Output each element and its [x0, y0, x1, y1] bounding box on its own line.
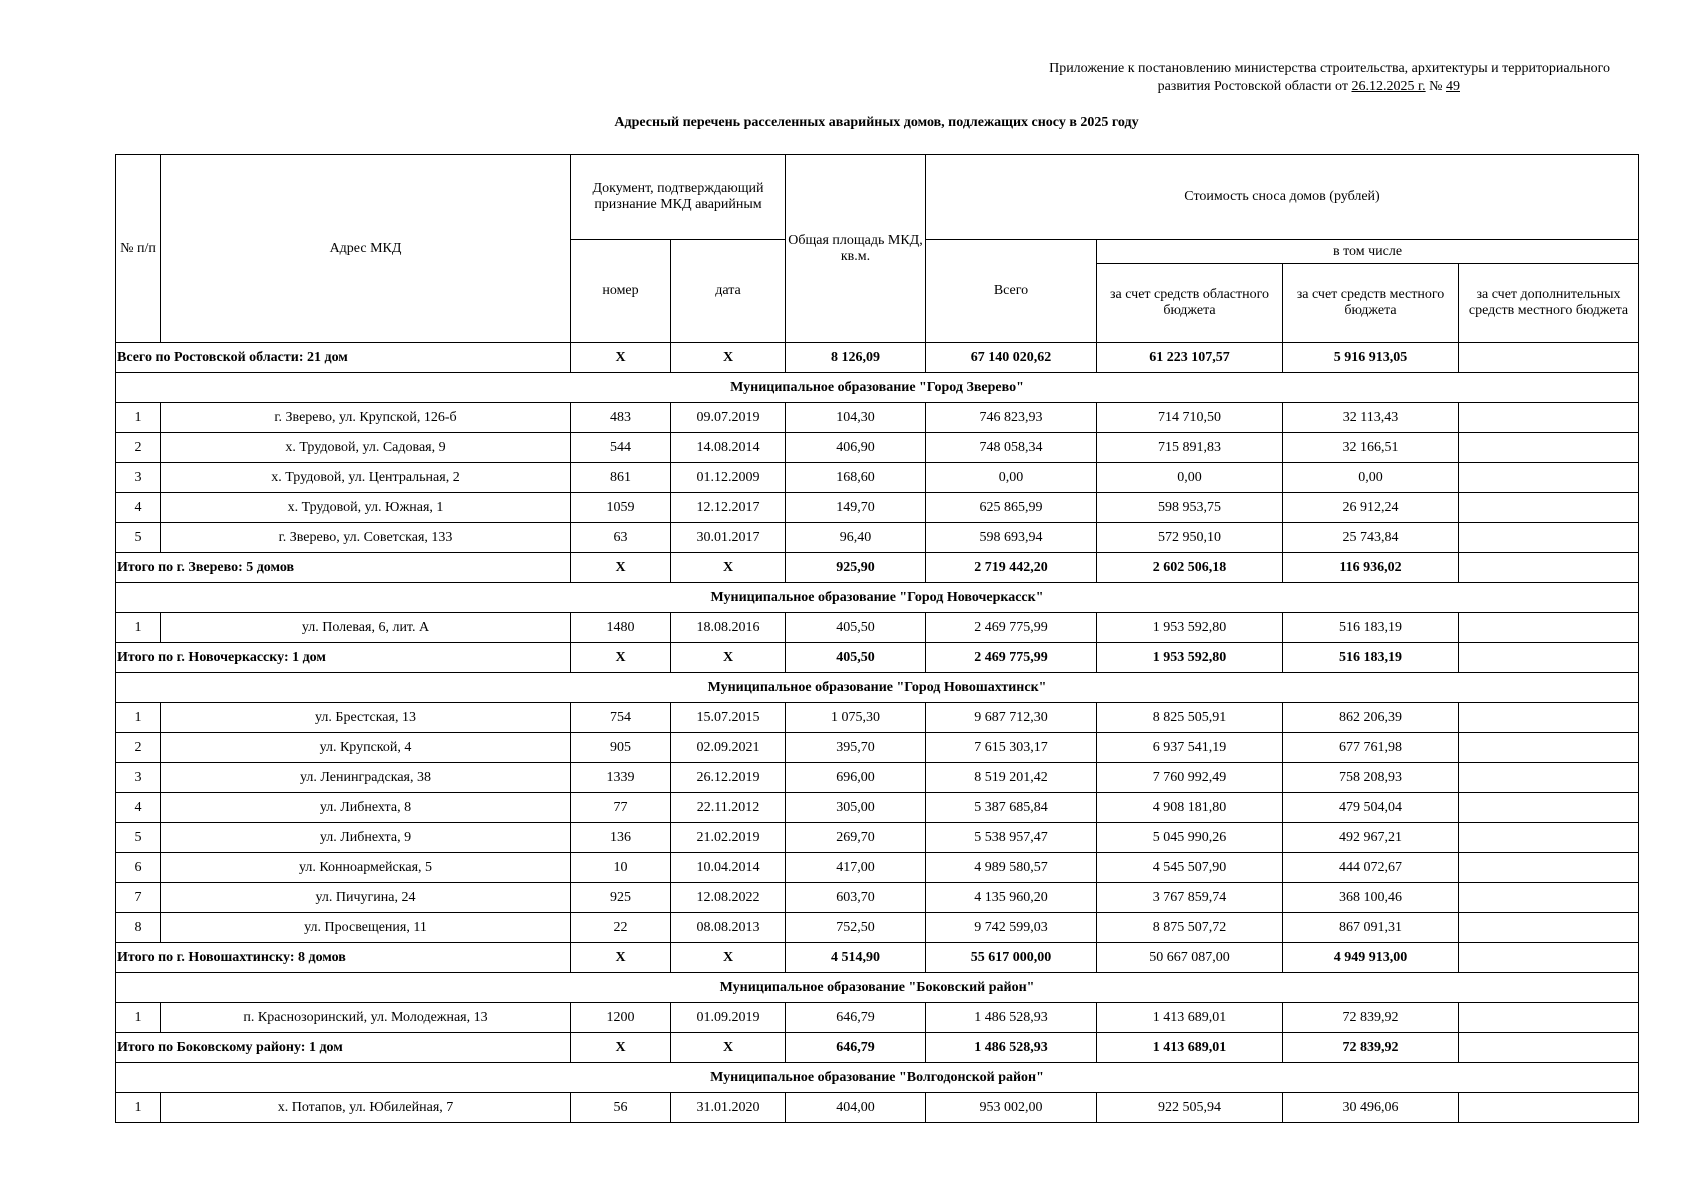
row-area: 269,70 — [786, 823, 926, 853]
row-area: 752,50 — [786, 913, 926, 943]
row-doc-date: 26.12.2019 — [671, 763, 786, 793]
row-address: ул. Просвещения, 11 — [161, 913, 571, 943]
grand-total-area: 8 126,09 — [786, 343, 926, 373]
subtotal-area: 4 514,90 — [786, 943, 926, 973]
subtotal-regional: 50 667 087,00 — [1097, 943, 1283, 973]
header-document: Документ, подтверждающий признание МКД аварийным — [571, 155, 786, 240]
row-doc-date: 22.11.2012 — [671, 793, 786, 823]
row-number: 1 — [116, 403, 161, 433]
row-doc-number: 754 — [571, 703, 671, 733]
table-row — [116, 853, 1639, 883]
row-additional — [1459, 433, 1639, 463]
subtotal-local: 4 949 913,00 — [1283, 943, 1459, 973]
row-total: 748 058,34 — [926, 433, 1097, 463]
row-doc-number: 1059 — [571, 493, 671, 523]
row-area: 417,00 — [786, 853, 926, 883]
row-additional — [1459, 1093, 1639, 1123]
header-line-1: Приложение к постановлению министерства строительства, архитектуры и территориального — [1049, 61, 1610, 76]
row-address: ул. Либнехта, 8 — [161, 793, 571, 823]
row-additional — [1459, 463, 1639, 493]
row-doc-number: 1339 — [571, 763, 671, 793]
row-address: х. Потапов, ул. Юбилейная, 7 — [161, 1093, 571, 1123]
subtotal-row — [116, 643, 1639, 673]
row-doc-date: 10.04.2014 — [671, 853, 786, 883]
row-address: х. Трудовой, ул. Центральная, 2 — [161, 463, 571, 493]
table-row — [116, 493, 1639, 523]
demolition-table — [115, 154, 1639, 1123]
row-regional: 5 045 990,26 — [1097, 823, 1283, 853]
subtotal-regional: 1 953 592,80 — [1097, 643, 1283, 673]
row-regional: 4 545 507,90 — [1097, 853, 1283, 883]
row-total: 625 865,99 — [926, 493, 1097, 523]
row-additional — [1459, 523, 1639, 553]
row-doc-number: 483 — [571, 403, 671, 433]
row-local: 479 504,04 — [1283, 793, 1459, 823]
row-total: 5 538 957,47 — [926, 823, 1097, 853]
grand-total-doc-number: X — [571, 343, 671, 373]
row-local: 677 761,98 — [1283, 733, 1459, 763]
municipality-title: Муниципальное образование "Боковский район" — [116, 973, 1639, 1003]
row-regional: 0,00 — [1097, 463, 1283, 493]
row-additional — [1459, 763, 1639, 793]
row-total: 598 693,94 — [926, 523, 1097, 553]
row-number: 7 — [116, 883, 161, 913]
row-area: 1 075,30 — [786, 703, 926, 733]
row-doc-date: 01.09.2019 — [671, 1003, 786, 1033]
row-address: ул. Пичугина, 24 — [161, 883, 571, 913]
subtotal-area: 405,50 — [786, 643, 926, 673]
subtotal-doc-number: X — [571, 643, 671, 673]
row-number: 6 — [116, 853, 161, 883]
header-line2-prefix: развития Ростовской области от — [1157, 79, 1352, 94]
row-area: 405,50 — [786, 613, 926, 643]
row-additional — [1459, 493, 1639, 523]
row-regional: 8 875 507,72 — [1097, 913, 1283, 943]
row-additional — [1459, 1003, 1639, 1033]
header-doc-date: дата — [671, 240, 786, 343]
table-row — [116, 793, 1639, 823]
row-total: 953 002,00 — [926, 1093, 1097, 1123]
municipality-title: Муниципальное образование "Город Новошахтинск" — [116, 673, 1639, 703]
subtotal-additional — [1459, 1033, 1639, 1063]
row-local: 32 166,51 — [1283, 433, 1459, 463]
subtotal-row — [116, 1033, 1639, 1063]
row-doc-number: 63 — [571, 523, 671, 553]
grand-total-local: 5 916 913,05 — [1283, 343, 1459, 373]
row-local: 72 839,92 — [1283, 1003, 1459, 1033]
row-number: 4 — [116, 493, 161, 523]
subtotal-doc-number: X — [571, 943, 671, 973]
row-regional: 4 908 181,80 — [1097, 793, 1283, 823]
subtotal-additional — [1459, 643, 1639, 673]
table-body — [116, 343, 1639, 1123]
row-total: 746 823,93 — [926, 403, 1097, 433]
grand-total-row — [116, 343, 1639, 373]
row-local: 758 208,93 — [1283, 763, 1459, 793]
header-total: Всего — [926, 240, 1097, 343]
row-regional: 922 505,94 — [1097, 1093, 1283, 1123]
table-row — [116, 913, 1639, 943]
row-doc-number: 10 — [571, 853, 671, 883]
row-local: 0,00 — [1283, 463, 1459, 493]
row-doc-date: 02.09.2021 — [671, 733, 786, 763]
municipality-header-row — [116, 373, 1639, 403]
table-row — [116, 523, 1639, 553]
row-additional — [1459, 733, 1639, 763]
subtotal-total: 2 469 775,99 — [926, 643, 1097, 673]
row-local: 32 113,43 — [1283, 403, 1459, 433]
header-date: 26.12.2025 г. — [1351, 79, 1426, 94]
row-total: 1 486 528,93 — [926, 1003, 1097, 1033]
row-address: х. Трудовой, ул. Садовая, 9 — [161, 433, 571, 463]
row-local: 368 100,46 — [1283, 883, 1459, 913]
row-total: 9 742 599,03 — [926, 913, 1097, 943]
table-row — [116, 703, 1639, 733]
row-doc-number: 22 — [571, 913, 671, 943]
row-regional: 598 953,75 — [1097, 493, 1283, 523]
row-doc-number: 861 — [571, 463, 671, 493]
row-doc-date: 09.07.2019 — [671, 403, 786, 433]
row-local: 444 072,67 — [1283, 853, 1459, 883]
row-address: ул. Брестская, 13 — [161, 703, 571, 733]
subtotal-doc-date: X — [671, 553, 786, 583]
row-address: п. Краснозоринский, ул. Молодежная, 13 — [161, 1003, 571, 1033]
row-area: 696,00 — [786, 763, 926, 793]
row-additional — [1459, 793, 1639, 823]
subtotal-label: Итого по г. Новочеркасску: 1 дом — [116, 643, 571, 673]
row-additional — [1459, 823, 1639, 853]
row-local: 26 912,24 — [1283, 493, 1459, 523]
subtotal-total: 1 486 528,93 — [926, 1033, 1097, 1063]
row-additional — [1459, 403, 1639, 433]
row-local: 867 091,31 — [1283, 913, 1459, 943]
row-regional: 6 937 541,19 — [1097, 733, 1283, 763]
subtotal-row — [116, 943, 1639, 973]
subtotal-regional: 1 413 689,01 — [1097, 1033, 1283, 1063]
header-local: за счет средств местного бюджета — [1283, 264, 1459, 343]
row-area: 406,90 — [786, 433, 926, 463]
header-area: Общая площадь МКД, кв.м. — [786, 155, 926, 343]
row-address: х. Трудовой, ул. Южная, 1 — [161, 493, 571, 523]
municipality-title: Муниципальное образование "Город Новочеркасск" — [116, 583, 1639, 613]
row-doc-date: 18.08.2016 — [671, 613, 786, 643]
row-number: 1 — [116, 703, 161, 733]
row-address: ул. Крупской, 4 — [161, 733, 571, 763]
header-including: в том числе — [1097, 240, 1639, 264]
row-doc-number: 1480 — [571, 613, 671, 643]
row-regional: 3 767 859,74 — [1097, 883, 1283, 913]
row-total: 9 687 712,30 — [926, 703, 1097, 733]
table-row — [116, 733, 1639, 763]
subtotal-label: Итого по г. Новошахтинску: 8 домов — [116, 943, 571, 973]
row-area: 404,00 — [786, 1093, 926, 1123]
row-address: г. Зверево, ул. Советская, 133 — [161, 523, 571, 553]
row-doc-date: 08.08.2013 — [671, 913, 786, 943]
row-regional: 1 953 592,80 — [1097, 613, 1283, 643]
row-doc-number: 544 — [571, 433, 671, 463]
subtotal-total: 2 719 442,20 — [926, 553, 1097, 583]
row-doc-number: 136 — [571, 823, 671, 853]
header-doc-number: номер — [571, 240, 671, 343]
row-address: ул. Ленинградская, 38 — [161, 763, 571, 793]
subtotal-doc-number: X — [571, 553, 671, 583]
row-doc-number: 56 — [571, 1093, 671, 1123]
row-local: 25 743,84 — [1283, 523, 1459, 553]
table-row — [116, 433, 1639, 463]
document-title: Адресный перечень расселенных аварийных домов, подлежащих сносу в 2025 году — [614, 115, 1139, 130]
row-regional: 572 950,10 — [1097, 523, 1283, 553]
row-total: 4 135 960,20 — [926, 883, 1097, 913]
grand-total-total: 67 140 020,62 — [926, 343, 1097, 373]
row-doc-date: 21.02.2019 — [671, 823, 786, 853]
row-additional — [1459, 853, 1639, 883]
table-header — [116, 155, 1639, 343]
subtotal-regional: 2 602 506,18 — [1097, 553, 1283, 583]
row-number: 1 — [116, 1003, 161, 1033]
row-doc-number: 905 — [571, 733, 671, 763]
row-number: 8 — [116, 913, 161, 943]
row-additional — [1459, 883, 1639, 913]
header-line-2 — [0, 78, 1460, 96]
row-doc-date: 12.12.2017 — [671, 493, 786, 523]
row-regional: 715 891,83 — [1097, 433, 1283, 463]
subtotal-local: 516 183,19 — [1283, 643, 1459, 673]
row-address: г. Зверево, ул. Крупской, 126-б — [161, 403, 571, 433]
row-number: 2 — [116, 433, 161, 463]
row-address: ул. Либнехта, 9 — [161, 823, 571, 853]
table-row — [116, 403, 1639, 433]
header-np: № п/п — [116, 155, 161, 343]
row-number: 1 — [116, 613, 161, 643]
row-total: 2 469 775,99 — [926, 613, 1097, 643]
subtotal-total: 55 617 000,00 — [926, 943, 1097, 973]
subtotal-doc-number: X — [571, 1033, 671, 1063]
row-additional — [1459, 613, 1639, 643]
subtotal-additional — [1459, 943, 1639, 973]
row-doc-date: 31.01.2020 — [671, 1093, 786, 1123]
grand-total-doc-date: X — [671, 343, 786, 373]
row-area: 168,60 — [786, 463, 926, 493]
row-doc-date: 30.01.2017 — [671, 523, 786, 553]
subtotal-additional — [1459, 553, 1639, 583]
subtotal-doc-date: X — [671, 643, 786, 673]
table-row — [116, 1003, 1639, 1033]
table-row — [116, 823, 1639, 853]
row-area: 305,00 — [786, 793, 926, 823]
row-doc-number: 1200 — [571, 1003, 671, 1033]
table-row — [116, 883, 1639, 913]
subtotal-local: 116 936,02 — [1283, 553, 1459, 583]
row-regional: 7 760 992,49 — [1097, 763, 1283, 793]
row-area: 646,79 — [786, 1003, 926, 1033]
row-number: 1 — [116, 1093, 161, 1123]
document-header-note — [0, 60, 1610, 96]
header-cost: Стоимость сноса домов (рублей) — [926, 155, 1639, 240]
subtotal-area: 646,79 — [786, 1033, 926, 1063]
header-additional: за счет дополнительных средств местного бюджета — [1459, 264, 1639, 343]
row-address: ул. Конноармейская, 5 — [161, 853, 571, 883]
row-doc-date: 01.12.2009 — [671, 463, 786, 493]
subtotal-local: 72 839,92 — [1283, 1033, 1459, 1063]
municipality-title: Муниципальное образование "Волгодонской район" — [116, 1063, 1639, 1093]
row-total: 5 387 685,84 — [926, 793, 1097, 823]
grand-total-additional — [1459, 343, 1639, 373]
subtotal-area: 925,90 — [786, 553, 926, 583]
header-number-prefix: № — [1425, 79, 1446, 94]
municipality-header-row — [116, 673, 1639, 703]
row-area: 96,40 — [786, 523, 926, 553]
table-row — [116, 613, 1639, 643]
subtotal-doc-date: X — [671, 943, 786, 973]
row-doc-number: 77 — [571, 793, 671, 823]
grand-total-regional: 61 223 107,57 — [1097, 343, 1283, 373]
table-row — [116, 463, 1639, 493]
row-total: 0,00 — [926, 463, 1097, 493]
row-number: 3 — [116, 763, 161, 793]
municipality-header-row — [116, 973, 1639, 1003]
row-total: 8 519 201,42 — [926, 763, 1097, 793]
row-number: 2 — [116, 733, 161, 763]
row-total: 4 989 580,57 — [926, 853, 1097, 883]
header-regional: за счет средств областного бюджета — [1097, 264, 1283, 343]
row-additional — [1459, 913, 1639, 943]
row-area: 149,70 — [786, 493, 926, 523]
grand-total-label: Всего по Ростовской области: 21 дом — [116, 343, 571, 373]
row-number: 5 — [116, 823, 161, 853]
header-address: Адрес МКД — [161, 155, 571, 343]
row-area: 603,70 — [786, 883, 926, 913]
row-doc-date: 14.08.2014 — [671, 433, 786, 463]
row-regional: 8 825 505,91 — [1097, 703, 1283, 733]
row-local: 862 206,39 — [1283, 703, 1459, 733]
table-row — [116, 1093, 1639, 1123]
row-area: 104,30 — [786, 403, 926, 433]
municipality-title: Муниципальное образование "Город Зверево" — [116, 373, 1639, 403]
row-number: 3 — [116, 463, 161, 493]
header-number: 49 — [1446, 79, 1460, 94]
subtotal-row — [116, 553, 1639, 583]
subtotal-label: Итого по г. Зверево: 5 домов — [116, 553, 571, 583]
row-regional: 1 413 689,01 — [1097, 1003, 1283, 1033]
subtotal-label: Итого по Боковскому району: 1 дом — [116, 1033, 571, 1063]
row-additional — [1459, 703, 1639, 733]
subtotal-doc-date: X — [671, 1033, 786, 1063]
row-number: 4 — [116, 793, 161, 823]
row-number: 5 — [116, 523, 161, 553]
row-total: 7 615 303,17 — [926, 733, 1097, 763]
row-local: 516 183,19 — [1283, 613, 1459, 643]
row-address: ул. Полевая, 6, лит. А — [161, 613, 571, 643]
row-local: 492 967,21 — [1283, 823, 1459, 853]
municipality-header-row — [116, 583, 1639, 613]
row-area: 395,70 — [786, 733, 926, 763]
municipality-header-row — [116, 1063, 1639, 1093]
row-doc-date: 12.08.2022 — [671, 883, 786, 913]
row-regional: 714 710,50 — [1097, 403, 1283, 433]
row-doc-number: 925 — [571, 883, 671, 913]
table-row — [116, 763, 1639, 793]
row-local: 30 496,06 — [1283, 1093, 1459, 1123]
row-doc-date: 15.07.2015 — [671, 703, 786, 733]
